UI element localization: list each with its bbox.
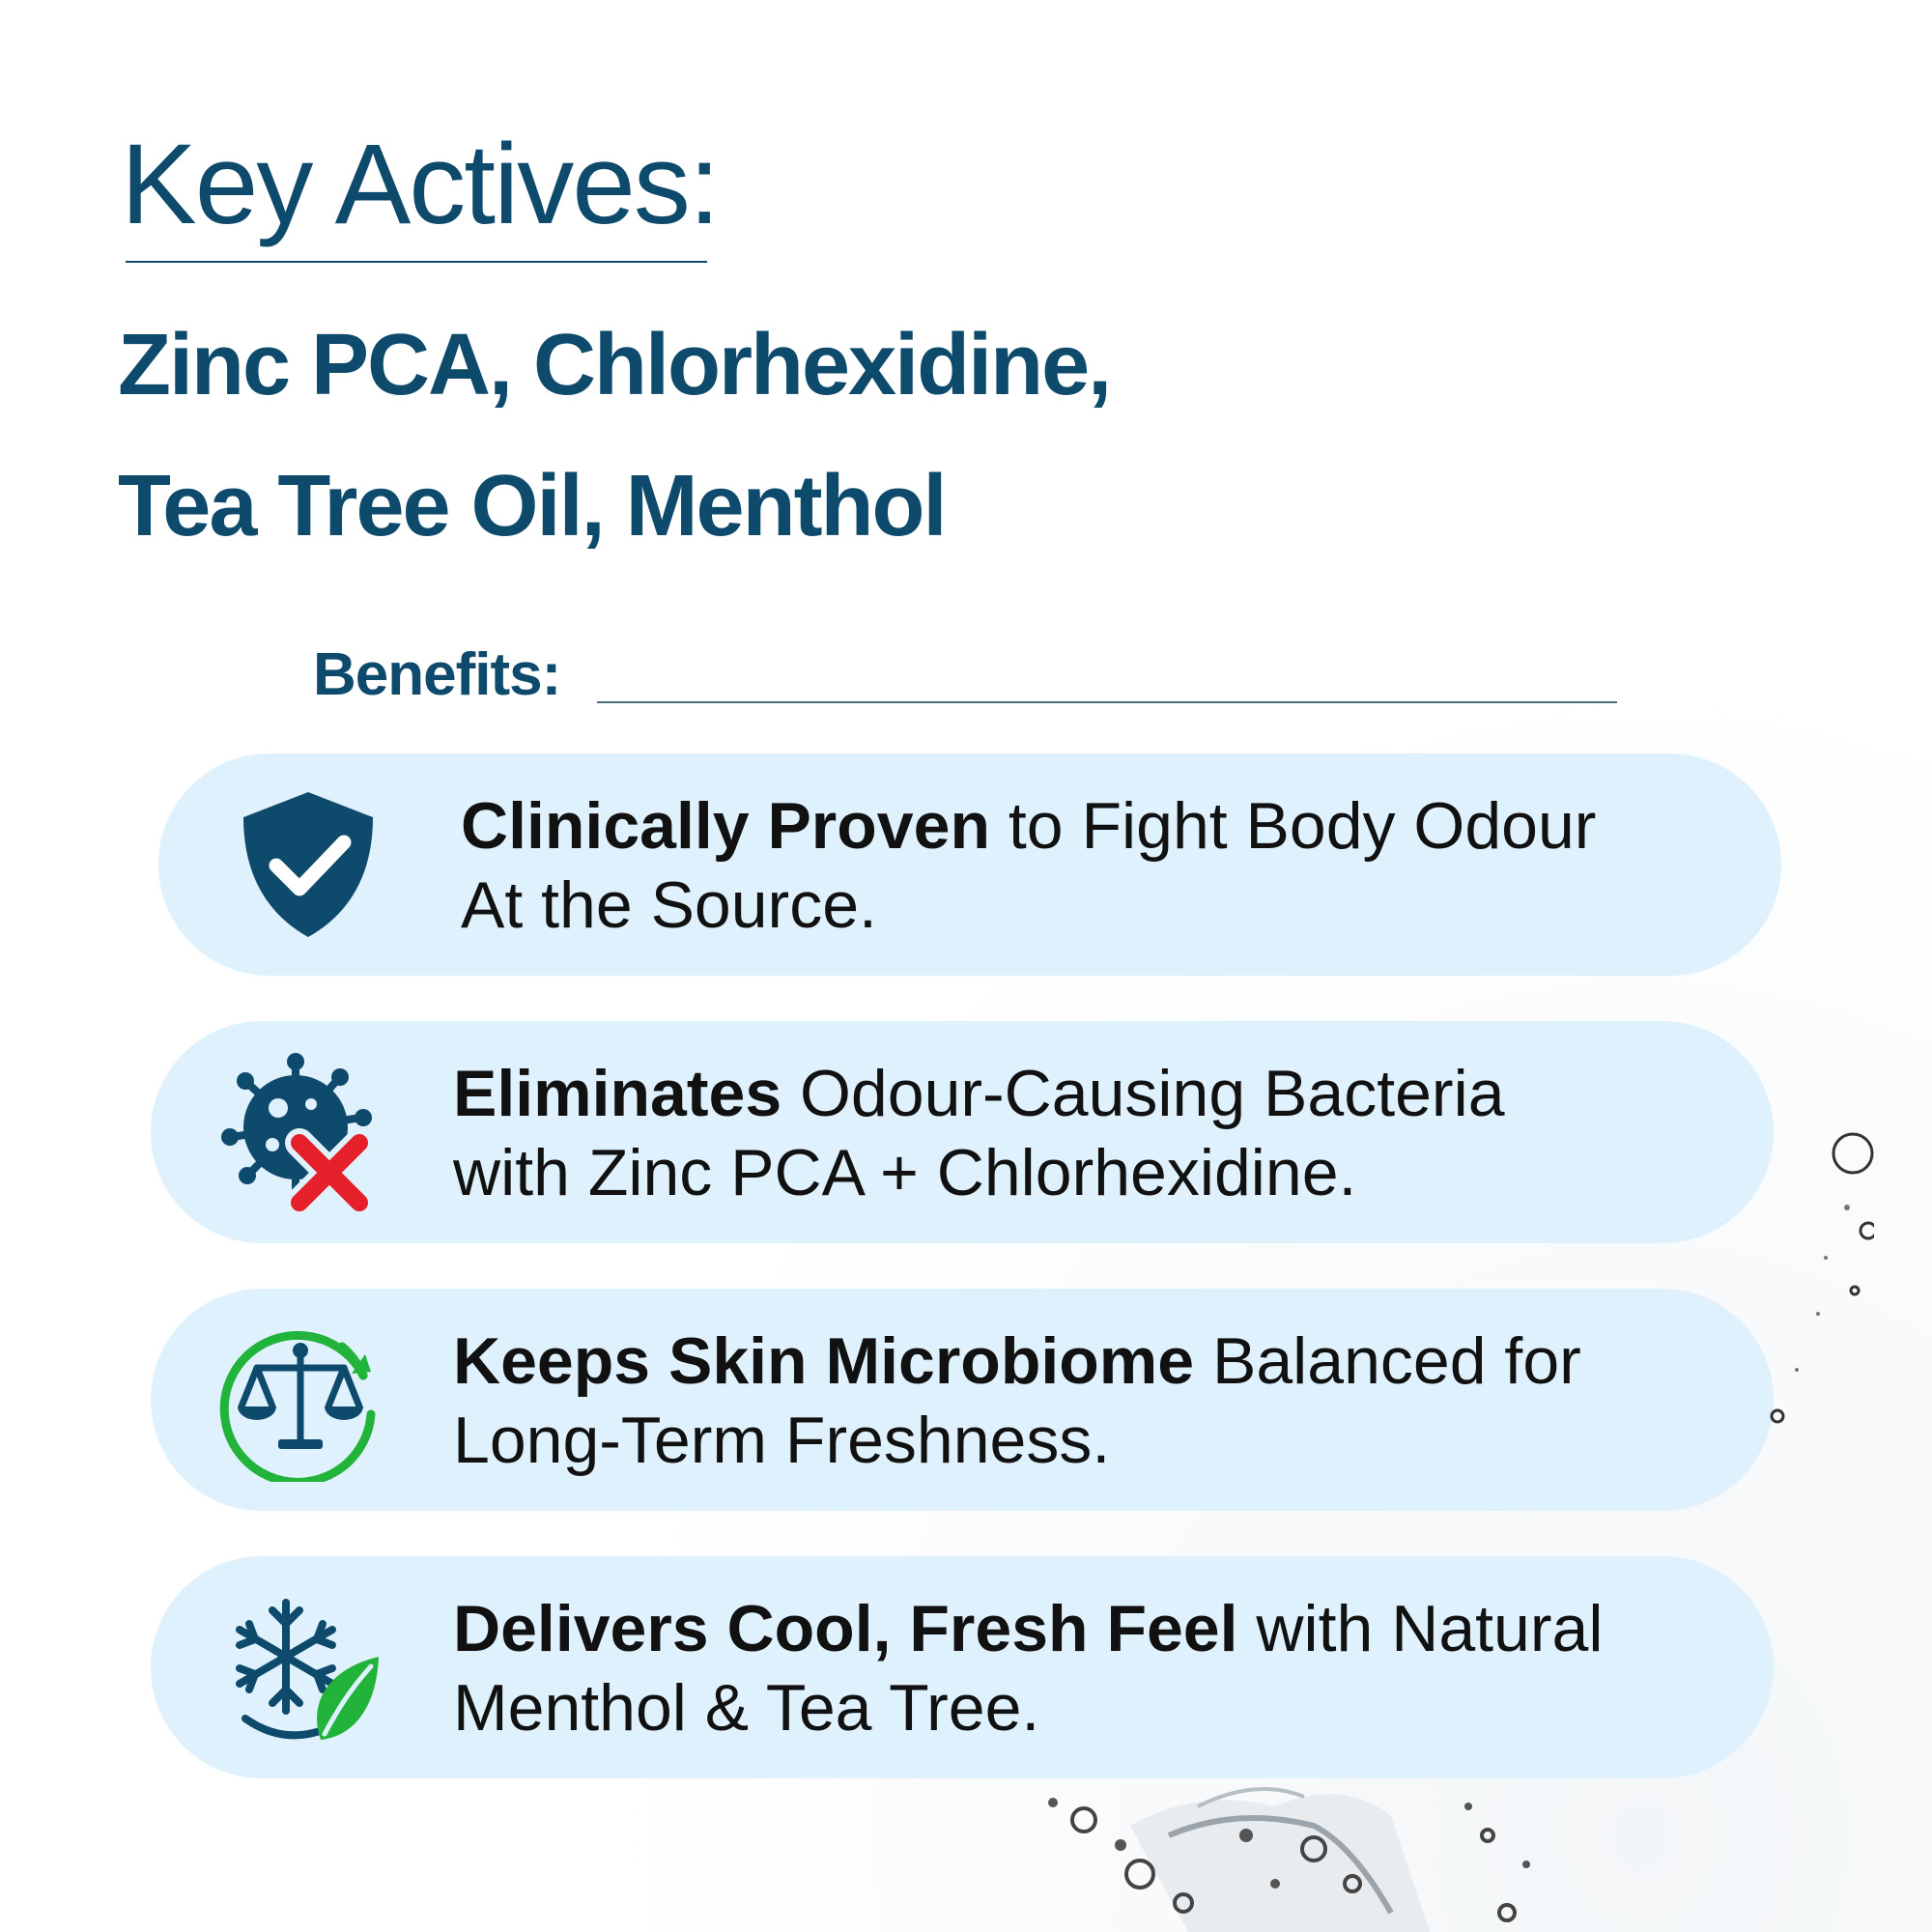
benefit-line1-rest: to Fight Body Odour (989, 789, 1597, 863)
actives-line-1: Zinc PCA, Chlorhexidine, (118, 317, 1111, 413)
benefit-text (453, 1321, 1767, 1480)
actives-line-2: Tea Tree Oil, Menthol (118, 458, 946, 554)
benefit-text (453, 1589, 1767, 1747)
water-splash-decoration (1024, 1768, 1565, 1932)
actives-list (118, 295, 1110, 577)
key-actives-title: Key Actives: (121, 121, 719, 248)
benefit-line1-rest: Odour-Causing Bacteria (781, 1057, 1505, 1130)
benefit-line2: At the Source. (461, 868, 877, 942)
benefit-bold: Delivers Cool, Fresh Feel (453, 1592, 1238, 1665)
balance-scale-cycle-icon (218, 1318, 383, 1482)
benefit-bold: Eliminates (453, 1057, 782, 1130)
benefit-text (461, 786, 1775, 945)
benefit-line2: Long-Term Freshness. (453, 1404, 1111, 1477)
benefit-line2: with Zinc PCA + Chlorhexidine. (453, 1136, 1357, 1209)
benefit-text (453, 1054, 1767, 1212)
benefit-line1-rest: Balanced for (1194, 1324, 1581, 1398)
benefit-line1-rest: with Natural (1237, 1592, 1604, 1665)
virus-cross-icon (218, 1050, 383, 1214)
snowflake-leaf-icon (218, 1585, 383, 1749)
water-drops-decoration (1758, 1111, 1874, 1478)
benefit-card-eliminates-bacteria (151, 1021, 1774, 1243)
title-underline (126, 261, 707, 263)
benefit-card-clinically-proven (158, 753, 1781, 976)
shield-check-icon (226, 782, 390, 947)
benefit-bold: Keeps Skin Microbiome (453, 1324, 1195, 1398)
benefit-line2: Menthol & Tea Tree. (453, 1671, 1040, 1745)
benefits-divider (597, 701, 1617, 703)
benefit-bold: Clinically Proven (461, 789, 990, 863)
benefit-card-cool-fresh-feel (151, 1556, 1774, 1778)
benefits-label: Benefits: (313, 641, 561, 708)
benefit-card-microbiome-balance (151, 1289, 1774, 1511)
